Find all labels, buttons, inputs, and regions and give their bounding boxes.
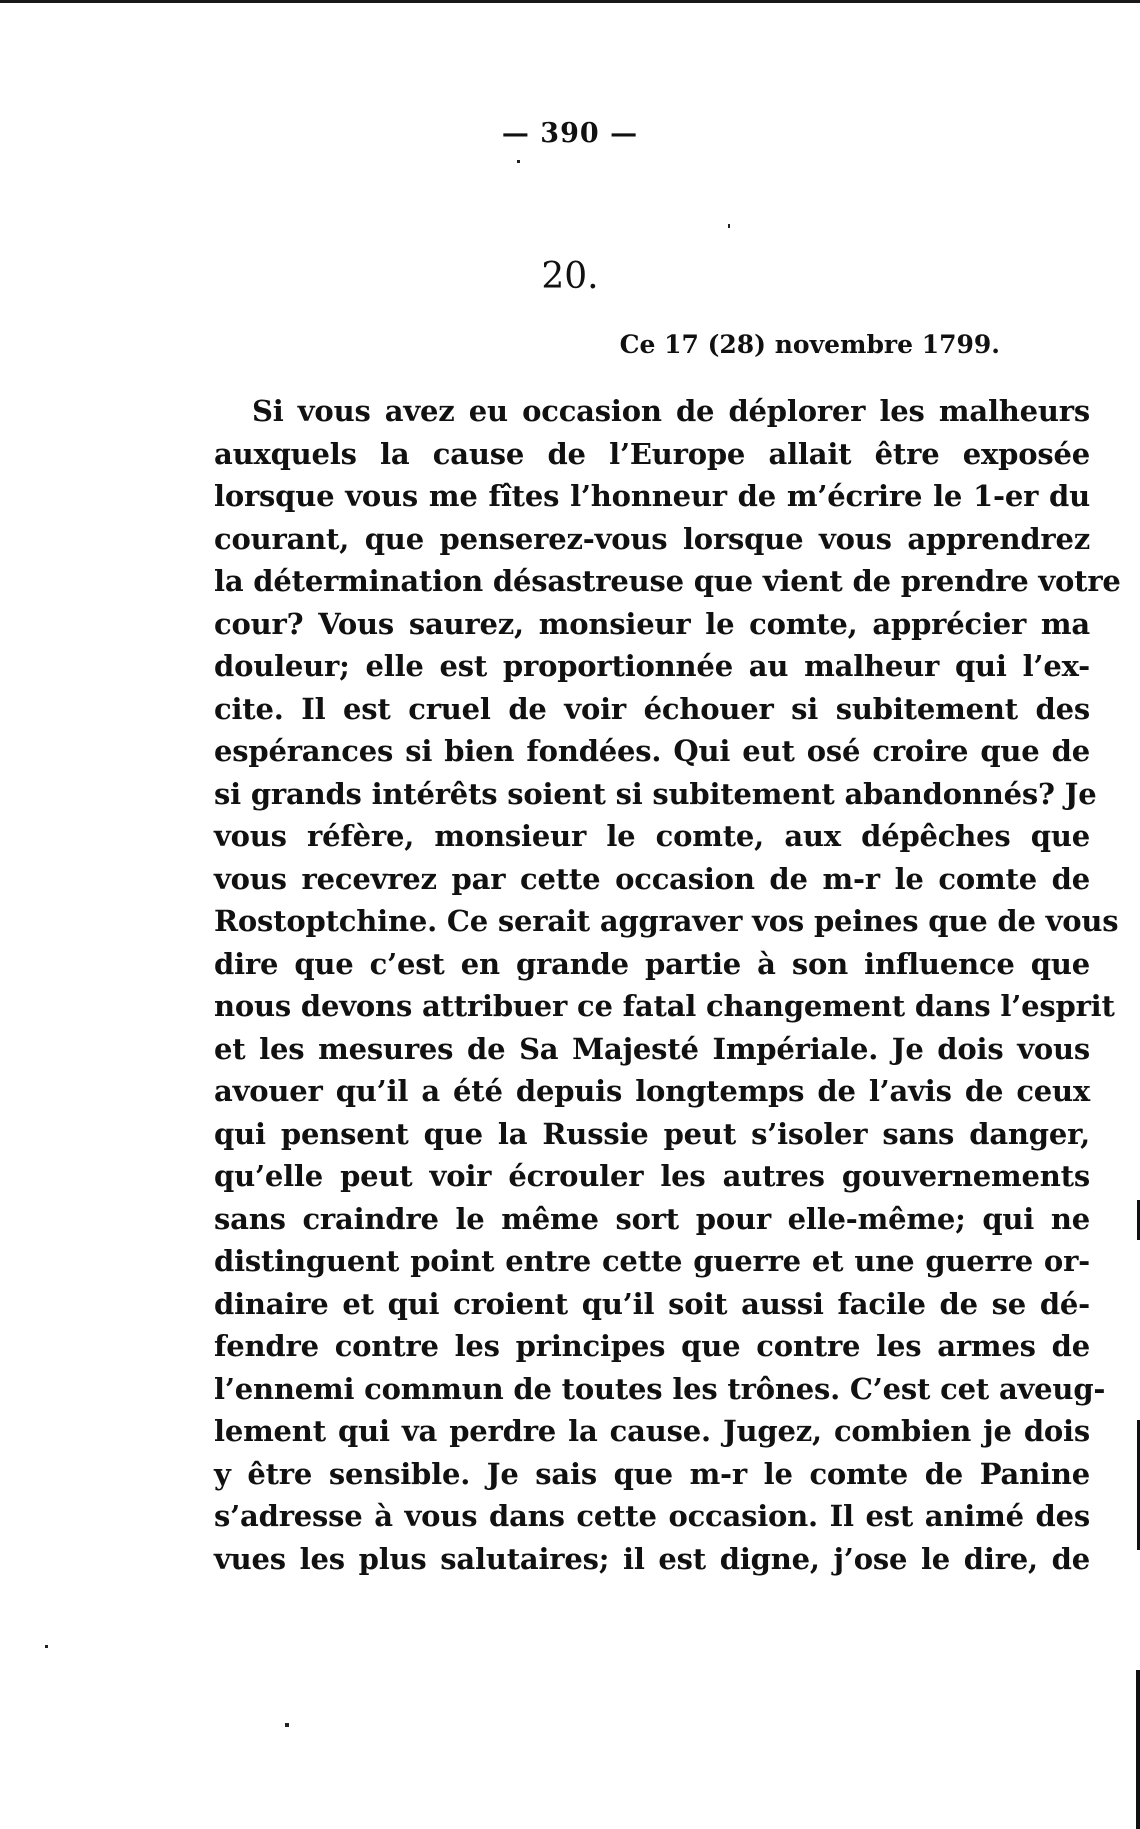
dateline: Ce 17 (28) novembre 1799. <box>619 330 1000 359</box>
text-line: y être sensible. Je sais que m-r le comte de Panine <box>214 1456 1090 1491</box>
text-line: lement qui va perdre la cause. Jugez, combien je dois <box>214 1414 1090 1448</box>
text-line: dire que c’est en grande partie à son influence que <box>214 946 1090 981</box>
speck <box>285 1723 289 1727</box>
text-line: l’ennemi commun de toutes les trônes. C’est cet aveug- <box>214 1371 1106 1406</box>
text-line: vous recevrez par cette occasion de m-r le comte de <box>214 861 1090 896</box>
text-line: qui pensent que la Russie peut s’isoler sans danger, <box>214 1116 1090 1151</box>
text-line: et les mesures de Sa Majesté Impériale. Je dois vous <box>214 1031 1090 1066</box>
text-line: Si vous avez eu occasion de déplorer les malheurs <box>252 394 1090 428</box>
text-line: s’adresse à vous dans cette occasion. Il est animé des <box>214 1499 1090 1533</box>
text-line: vous réfère, monsieur le comte, aux dépêches que <box>214 819 1090 853</box>
text-line: courant, que penserez-vous lorsque vous apprendrez <box>214 521 1090 556</box>
text-line: qu’elle peut voir écrouler les autres gouvernements <box>214 1159 1090 1193</box>
text-line: lorsque vous me fîtes l’honneur de m’écrire le 1-er du <box>214 479 1090 513</box>
text-line: distinguent point entre cette guerre et une guerre or- <box>214 1244 1090 1278</box>
text-line: si grands intérêts soient si subitement abandonnés? Je <box>214 776 1097 811</box>
text-line: cite. Il est cruel de voir échouer si subitement des <box>214 691 1090 726</box>
text-line: Rostoptchine. Ce serait aggraver vos peines que de vous <box>214 904 1119 938</box>
page-number: — 390 — <box>501 118 639 149</box>
text-line: vues les plus salutaires; il est digne, j’ose le dire, de <box>214 1541 1090 1576</box>
edge-stroke <box>1136 1670 1140 1829</box>
text-line: auxquels la cause de l’Europe allait être exposée <box>214 436 1090 471</box>
speck <box>728 224 730 228</box>
text-line: sans craindre le même sort pour elle-même; qui ne <box>214 1201 1090 1236</box>
text-line: cour? Vous saurez, monsieur le comte, apprécier ma <box>214 606 1090 641</box>
text-line: douleur; elle est proportionnée au malheur qui l’ex- <box>214 649 1090 683</box>
text-line: nous devons attribuer ce fatal changement dans l’esprit <box>214 989 1115 1023</box>
letter-body <box>214 390 1121 1580</box>
text-line: fendre contre les principes que contre les armes de <box>214 1329 1090 1363</box>
speck <box>45 1645 48 1648</box>
letter-number: 20. <box>541 256 599 297</box>
text-line: dinaire et qui croient qu’il soit aussi facile de se dé- <box>214 1286 1090 1321</box>
speck <box>517 160 520 163</box>
top-rule <box>0 0 1140 3</box>
text-line: espérances si bien fondées. Qui eut osé croire que de <box>214 734 1090 768</box>
text-line: la détermination désastreuse que vient de prendre votre <box>214 564 1121 598</box>
text-line: avouer qu’il a été depuis longtemps de l’avis de ceux <box>214 1074 1090 1108</box>
